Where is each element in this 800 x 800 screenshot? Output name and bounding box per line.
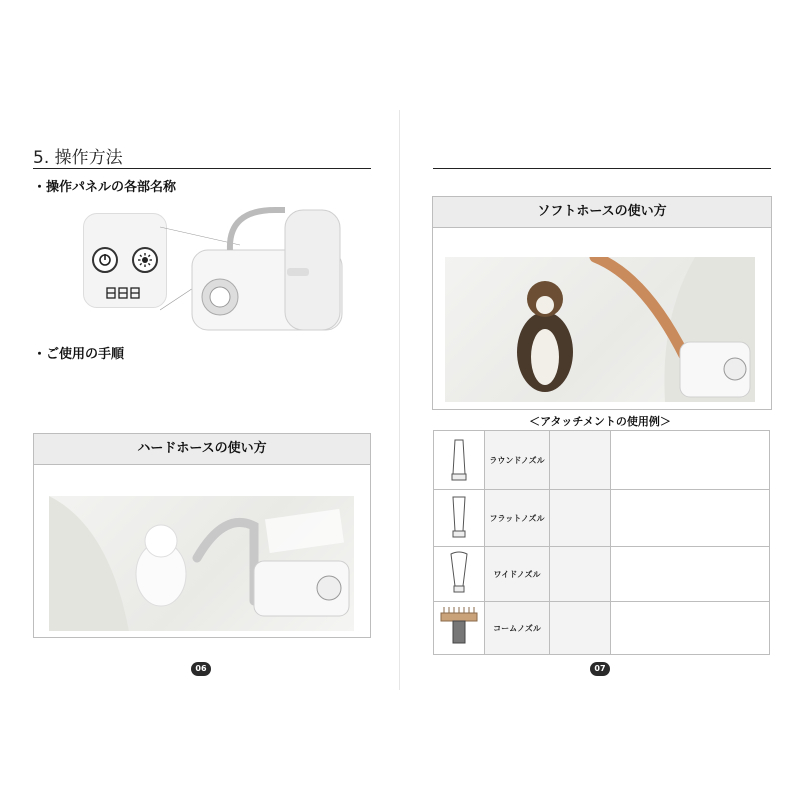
attachment-name: フラットノズル xyxy=(485,490,550,547)
attachment-name: ワイドノズル xyxy=(485,547,550,602)
attachment-desc xyxy=(611,602,770,655)
top-rule xyxy=(433,168,771,169)
comb-nozzle-icon xyxy=(434,602,485,655)
soft-hose-photo xyxy=(445,257,755,402)
attachment-kind xyxy=(550,602,611,655)
right-page xyxy=(400,0,800,800)
power-button-icon xyxy=(92,247,118,273)
control-panel-closeup xyxy=(83,213,167,308)
attachment-desc xyxy=(611,547,770,602)
attachment-name: ラウンドノズル xyxy=(485,431,550,490)
attachment-desc xyxy=(611,431,770,490)
section-procedure: ・ご使用の手順 xyxy=(33,347,125,362)
flat-nozzle-icon xyxy=(434,490,485,547)
attachment-desc xyxy=(611,490,770,547)
attachment-name: コームノズル xyxy=(485,602,550,655)
hard-hose-heading: ハードホースの使い方 xyxy=(34,434,370,465)
table-row xyxy=(434,431,770,490)
temperature-display-icon xyxy=(106,284,142,296)
attachment-kind xyxy=(550,490,611,547)
table-row xyxy=(434,547,770,602)
soft-hose-heading: ソフトホースの使い方 xyxy=(433,197,771,228)
table-row xyxy=(434,490,770,547)
hard-hose-box xyxy=(33,433,371,638)
temperature-button-icon xyxy=(132,247,158,273)
attachments-title: ＜アタッチメントの使用例＞ xyxy=(529,415,671,428)
page-number: 06 xyxy=(191,662,211,676)
title-rule xyxy=(33,168,371,169)
round-nozzle-icon xyxy=(434,431,485,490)
page-number: 07 xyxy=(590,662,610,676)
attachment-kind xyxy=(550,431,611,490)
page-title: 5. 操作方法 xyxy=(33,148,123,168)
section-control-panel: ・操作パネルの各部名称 xyxy=(33,180,177,195)
soft-hose-box xyxy=(432,196,772,410)
wide-nozzle-icon xyxy=(434,547,485,602)
table-row xyxy=(434,602,770,655)
attachment-table xyxy=(433,430,770,655)
dryer-body-illustration xyxy=(160,205,375,340)
hard-hose-photo xyxy=(49,496,354,631)
attachment-kind xyxy=(550,547,611,602)
